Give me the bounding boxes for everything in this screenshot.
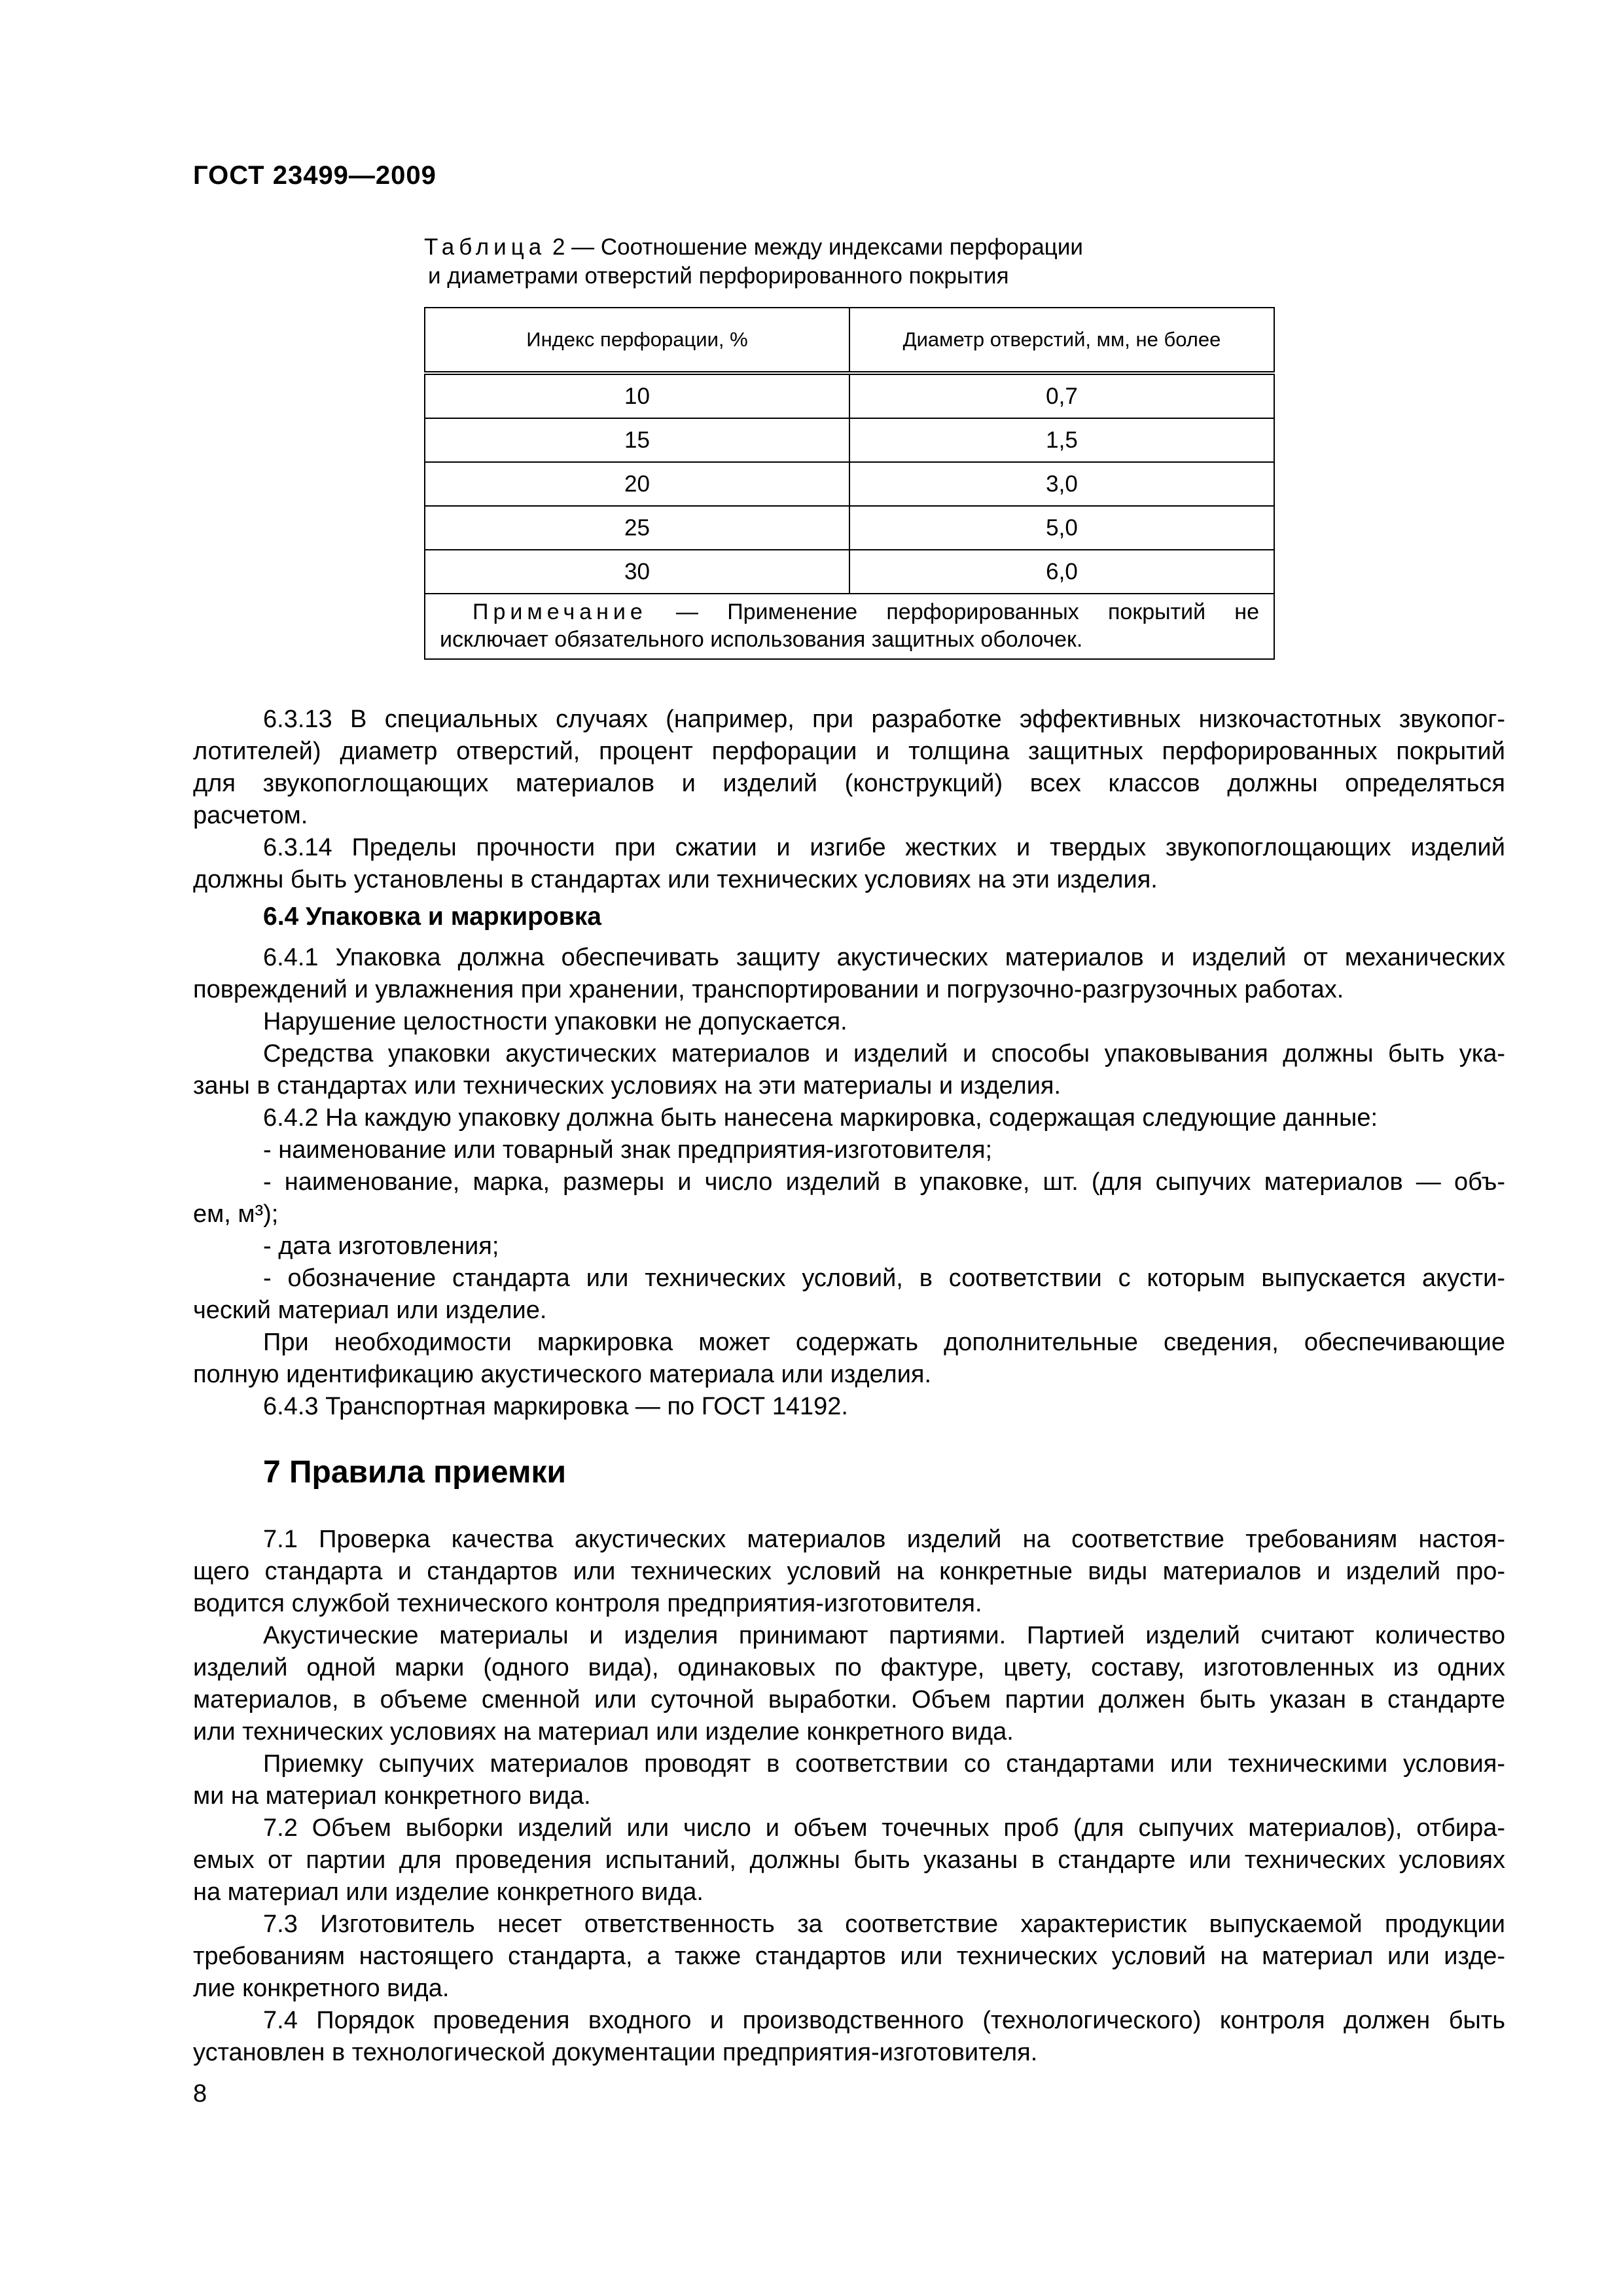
text-line: Нарушение целостности упаковки не допускается. [263,1008,847,1035]
text-line: для звукопоглощающих материалов и изделий (конструкций) всех классов должны определяться [193,770,1505,797]
text-line: 7.2 Объем выборки изделий или число и объем точечных проб (для сыпучих материалов), отбира- [263,1814,1505,1842]
text-line: - наименование или товарный знак предприятия-изготовителя; [263,1136,993,1164]
text-line: расчетом. [193,802,308,829]
text-line: или технических условиях на материал или изделие конкретного вида. [193,1718,1014,1746]
text-line: 6.3.13 В специальных случаях (например, при разработке эффективных низкочастотных звукопог- [263,706,1505,733]
text-line: лие конкретного вида. [193,1975,450,2002]
text-line: заны в стандартах или технических условиях на эти материалы и изделия. [193,1072,1061,1100]
text-line: полную идентификацию акустического материала или изделия. [193,1361,932,1388]
text-line: 6.4.2 На каждую упаковку должна быть нанесена маркировка, содержащая следующие данные: [263,1104,1378,1132]
section-6-3-paragraphs [193,704,1505,896]
table-row [425,462,1274,506]
text-line: 7.1 Проверка качества акустических материалов изделий на соответствие требованиям настоя- [263,1526,1505,1553]
text-line: - обозначение стандарта или технических условий, в соответствии с которым выпускается акусти- [263,1265,1505,1292]
table-caption-line2: и диаметрами отверстий перфорированного покрытия [428,263,1009,289]
table-cell: 5,0 [849,506,1274,550]
section-heading-7: 7 Правила приемки [263,1455,567,1490]
text-line: 7.4 Порядок проведения входного и производственного (технологического) контроля должен быть [263,2007,1505,2034]
table-caption-label: Таблица [424,234,546,260]
table-note-row [425,594,1274,659]
document-header: ГОСТ 23499—2009 [193,161,437,190]
column-header: Диаметр отверстий, мм, не более [849,308,1274,373]
text-line: водится службой технического контроля предприятия-изготовителя. [193,1590,982,1617]
table-row [425,373,1274,418]
table-row [425,418,1274,462]
table-cell: 15 [425,418,849,462]
text-line: изделий одной марки (одного вида), одинаковых по фактуре, цвету, составу, изготовленных из одних [193,1654,1505,1681]
page-number: 8 [193,2080,207,2108]
section-6-4-paragraphs [193,942,1505,1423]
section-7-paragraphs [193,1524,1505,2069]
table-cell: 10 [425,373,849,418]
text-line: щего стандарта и стандартов или технических условий на конкретные виды материалов и изделий про- [193,1558,1505,1585]
text-line: на материал или изделие конкретного вида. [193,1878,704,1906]
text-line: повреждений и увлажнения при хранении, транспортировании и погрузочно-разгрузочных работах. [193,976,1344,1003]
table-cell: 30 [425,550,849,594]
text-line: должны быть установлены в стандартах или технических условиях на эти изделия. [193,866,1158,893]
perforation-table [424,307,1275,660]
text-line: установлен в технологической документации предприятия-изготовителя. [193,2039,1038,2066]
text-line: ческий материал или изделие. [193,1297,547,1324]
text-line: требованиям настоящего стандарта, а также стандартов или технических условий на материал или изде- [193,1943,1505,1970]
table-cell: 25 [425,506,849,550]
text-line: ми на материал конкретного вида. [193,1782,591,1810]
text-line: - наименование, марка, размеры и число изделий в упаковке, шт. (для сыпучих материалов — объ- [263,1168,1505,1196]
text-line: При необходимости маркировка может содержать дополнительные сведения, обеспечивающие [263,1329,1505,1356]
text-line: 7.3 Изготовитель несет ответственность за соответствие характеристик выпускаемой продукции [263,1910,1505,1938]
text-line: Акустические материалы и изделия принимают партиями. Партией изделий считают количество [263,1622,1505,1649]
text-line: 6.3.14 Пределы прочности при сжатии и изгибе жестких и твердых звукопоглощающих изделий [263,834,1505,861]
column-header: Индекс перфорации, % [425,308,849,373]
table-cell: 1,5 [849,418,1274,462]
text-line: ем, м³); [193,1200,279,1228]
table-caption-text: 2 — Соотношение между индексами перфорации [546,234,1083,260]
note-text: — Применение перфорированных покрытий не исключает обязательного использования защитных оболочек. [440,600,1259,652]
table-caption [424,233,1083,291]
text-line: материалов, в объеме сменной или суточной выработки. Объем партии должен быть указан в стандарте [193,1686,1505,1713]
note-label: Примечание [473,600,647,624]
text-line: 6.4.1 Упаковка должна обеспечивать защиту акустических материалов и изделий от механических [263,944,1505,971]
text-line: Приемку сыпучих материалов проводят в соответствии со стандартами или техническими условия- [263,1750,1505,1778]
table-cell: 0,7 [849,373,1274,418]
text-line: 6.4.3 Транспортная маркировка — по ГОСТ 14192. [263,1393,848,1420]
table-cell: 3,0 [849,462,1274,506]
table-cell: 6,0 [849,550,1274,594]
text-line: емых от партии для проведения испытаний, должны быть указаны в стандарте или технических условиях [193,1846,1505,1874]
table-header-row [425,308,1274,373]
text-line: лотителей) диаметр отверстий, процент перфорации и толщина защитных перфорированных покрытий [193,738,1505,765]
table-cell: 20 [425,462,849,506]
text-line: - дата изготовления; [263,1232,499,1260]
table-row [425,550,1274,594]
text-line: Средства упаковки акустических материалов и изделий и способы упаковывания должны быть ука- [263,1040,1505,1067]
table-row [425,506,1274,550]
table-note [425,594,1274,659]
section-heading-6-4: 6.4 Упаковка и маркировка [263,903,601,931]
